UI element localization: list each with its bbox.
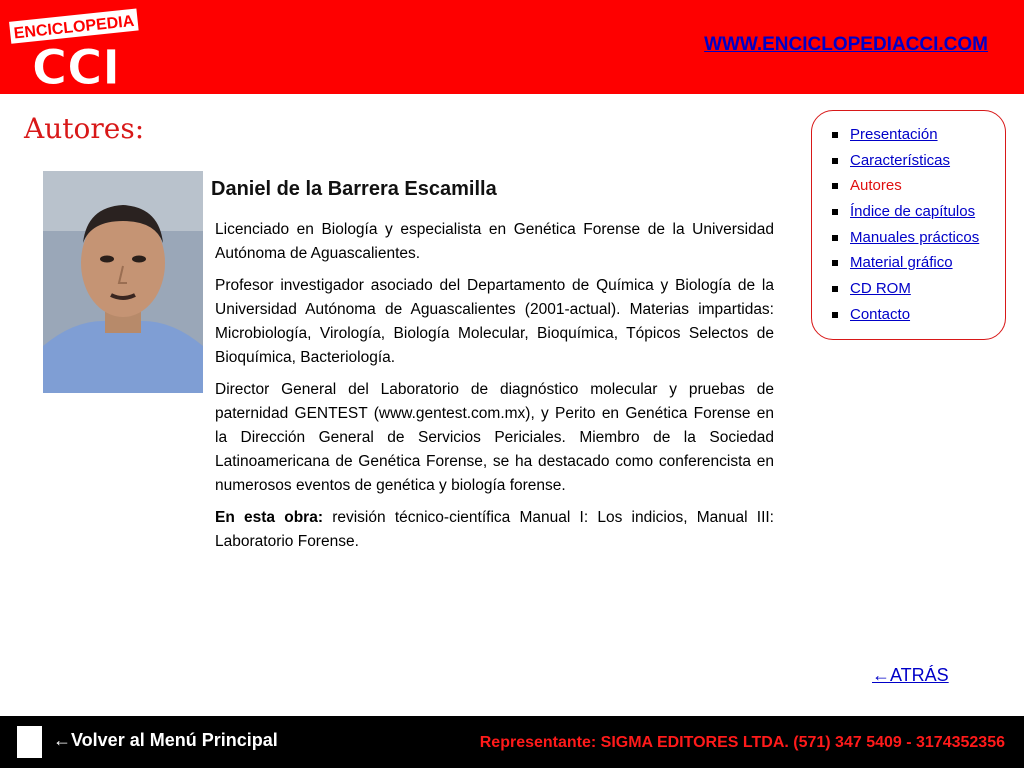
logo-main-text: CCI <box>31 40 121 88</box>
nav-link-autores[interactable]: Autores <box>850 177 902 195</box>
nav-item-manuales <box>830 229 1005 255</box>
work-label: En esta obra: <box>215 509 323 526</box>
nav-item-presentacion <box>830 126 1005 152</box>
enciclopedia-cci-logo[interactable] <box>6 8 144 88</box>
main-menu-link[interactable]: ←Volver al Menú Principal <box>53 730 278 750</box>
nav-link-cdrom[interactable]: CD ROM <box>850 280 911 298</box>
page-title: Autores: <box>24 112 145 145</box>
nav-link-material[interactable]: Material gráfico <box>850 254 953 272</box>
footer-square-icon <box>17 726 42 758</box>
back-link[interactable]: ←ATRÁS <box>872 665 949 685</box>
nav-item-contacto <box>830 306 1005 332</box>
nav-link-indice[interactable]: Índice de capítulos <box>850 203 976 221</box>
bio-paragraph-work <box>215 506 774 554</box>
nav-item-material <box>830 254 1005 280</box>
author-bio <box>215 218 774 562</box>
nav-link-manuales[interactable]: Manuales prácticos <box>850 228 980 246</box>
site-url-link[interactable]: WWW.ENCICLOPEDIACCI.COM <box>704 34 988 55</box>
footer-bar <box>0 716 1024 768</box>
author-photo <box>43 171 203 393</box>
nav-link-contacto[interactable]: Contacto <box>850 305 911 323</box>
header-bar <box>0 0 1024 94</box>
bio-paragraph: Director General del Laboratorio de diagnóstico molecular y pruebas de paternidad GENTEST (www.gentest.com.mx), y Perito en Genética Forense en la Dirección General de Servicios Periciales. Miembro de la Sociedad Latinoamericana de Genética Forense, se ha destacado como conferencista en numerosos eventos de genética y biología forense. <box>215 381 774 494</box>
section-nav-list <box>812 111 1005 332</box>
nav-item-autores <box>830 177 1005 203</box>
bio-paragraph: Licenciado en Biología y especialista en Genética Forense de la Universidad Autónoma de Aguascalientes. <box>215 221 774 262</box>
work-text: revisión técnico-científica Manual I: Los indicios, Manual III: Laboratorio Forense. <box>215 509 774 550</box>
logo-top-text: ENCICLOPEDIA <box>12 12 136 43</box>
nav-item-indice <box>830 203 1005 229</box>
representative-info: Representante: SIGMA EDITORES LTDA. (571) 347 5409 - 3174352356 <box>479 734 1005 751</box>
author-name: Daniel de la Barrera Escamilla <box>211 178 497 200</box>
section-nav <box>811 110 1006 340</box>
nav-link-caracteristicas[interactable]: Características <box>850 151 951 169</box>
nav-link-presentacion[interactable]: Presentación <box>850 126 938 143</box>
nav-item-caracteristicas <box>830 152 1005 178</box>
bio-paragraph: Profesor investigador asociado del Departamento de Química y Biología de la Universidad Autónoma de Aguascalientes (2001-actual). Materias impartidas: Microbiología, Virología, Biología Molecular, Bioquímica, Tópicos Selectos de Bioquímica, Bacteriología. <box>215 277 774 366</box>
nav-item-cdrom <box>830 280 1005 306</box>
